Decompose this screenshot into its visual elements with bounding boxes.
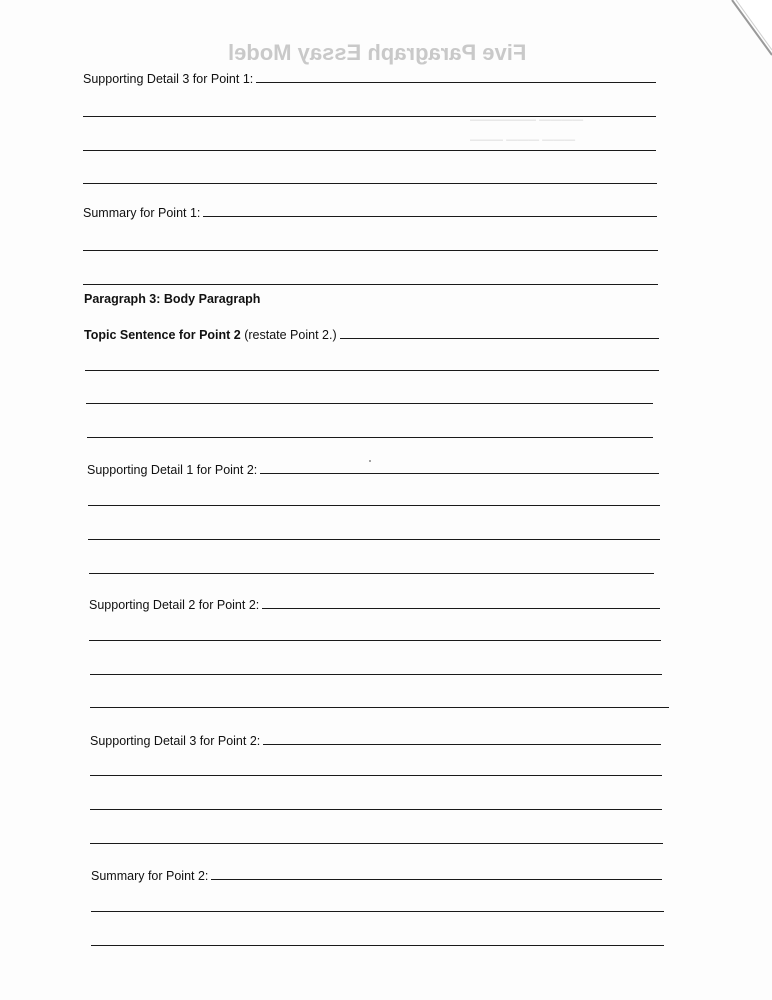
detail1-point2-row — [87, 459, 659, 477]
summary-point2-field[interactable] — [211, 879, 662, 880]
writing-line[interactable] — [86, 403, 653, 404]
bleed-through-mark: ——— ——— ——— — [470, 134, 576, 146]
summary-point1-field[interactable] — [203, 216, 657, 217]
writing-line[interactable] — [83, 250, 658, 251]
summary-point2-label: Summary for Point 2: — [91, 869, 209, 883]
writing-line[interactable] — [85, 370, 659, 371]
summary-point1-row — [83, 202, 657, 220]
topic-point2-label-bold: Topic Sentence for Point 2 — [84, 328, 241, 342]
detail2-point2-label: Supporting Detail 2 for Point 2: — [89, 598, 260, 612]
summary-point1-label: Summary for Point 1: — [83, 206, 201, 220]
writing-line[interactable] — [90, 843, 663, 844]
topic-point2-row — [84, 324, 659, 342]
topic-point2-label-rest: (restate Point 2.) — [240, 328, 337, 342]
summary-point2-row — [91, 865, 662, 883]
folded-corner — [712, 0, 772, 60]
writing-line[interactable] — [90, 674, 662, 675]
detail2-point2-row — [89, 594, 660, 612]
detail1-point2-label: Supporting Detail 1 for Point 2: — [87, 463, 258, 477]
paragraph3-heading: Paragraph 3: Body Paragraph — [84, 292, 261, 306]
topic-point2-field[interactable] — [340, 338, 659, 339]
writing-line[interactable] — [89, 573, 654, 574]
detail3-point1-row — [83, 68, 656, 86]
writing-line[interactable] — [87, 437, 653, 438]
detail3-point1-label: Supporting Detail 3 for Point 1: — [83, 72, 254, 86]
detail3-point2-label: Supporting Detail 3 for Point 2: — [90, 734, 261, 748]
writing-line[interactable] — [83, 284, 658, 285]
writing-line[interactable] — [91, 911, 664, 912]
writing-line[interactable] — [90, 809, 662, 810]
detail2-point2-field[interactable] — [262, 608, 660, 609]
writing-line[interactable] — [83, 183, 657, 184]
bleed-through-mark: ———— —————— — [470, 114, 584, 126]
topic-point2-label — [84, 328, 340, 342]
writing-line[interactable] — [88, 505, 660, 506]
bleed-through-title: Five Paragraph Essay Model — [228, 40, 527, 65]
writing-line[interactable] — [90, 707, 669, 708]
detail3-point2-row — [90, 730, 661, 748]
writing-line[interactable] — [83, 150, 656, 151]
writing-line[interactable] — [89, 640, 661, 641]
detail3-point1-field[interactable] — [256, 82, 656, 83]
writing-line[interactable] — [91, 945, 664, 946]
writing-line[interactable] — [88, 539, 660, 540]
writing-line[interactable] — [90, 775, 662, 776]
writing-line[interactable] — [83, 116, 656, 117]
detail1-point2-field[interactable] — [260, 473, 659, 474]
detail3-point2-field[interactable] — [263, 744, 661, 745]
